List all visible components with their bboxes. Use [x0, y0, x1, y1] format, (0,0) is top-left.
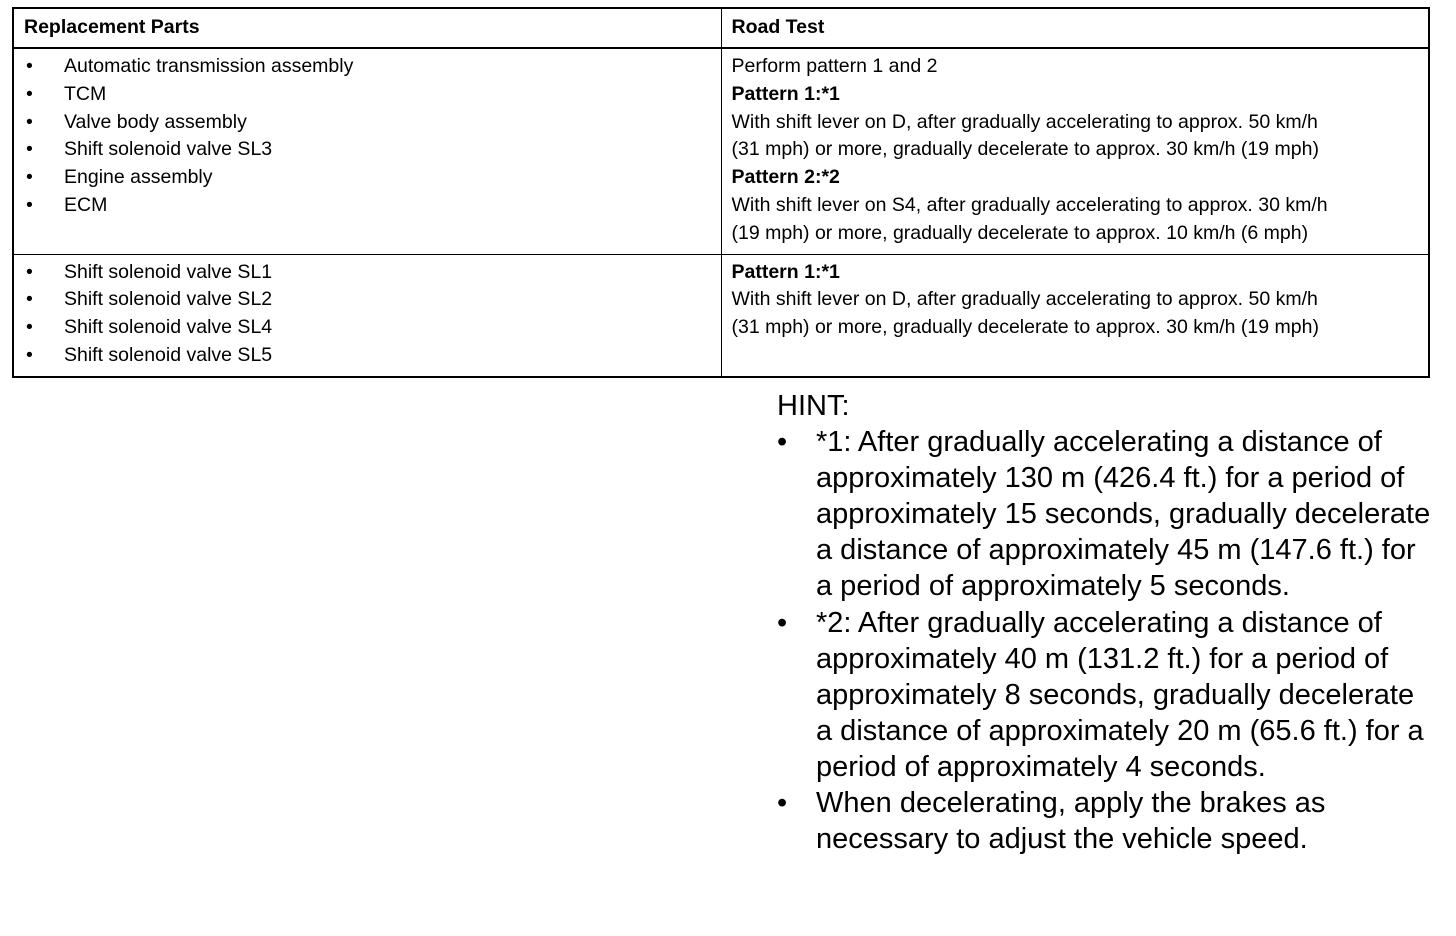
table-header-row [13, 8, 1429, 48]
header-road-test: Road Test [721, 8, 1429, 48]
replacement-parts-table [12, 7, 1430, 378]
part-name: Shift solenoid valve SL4 [64, 316, 273, 339]
bullet-icon: • [777, 426, 788, 459]
hint-section [777, 388, 1437, 857]
bullet-icon: • [26, 110, 33, 133]
hint-list [777, 424, 1437, 857]
part-name: Engine assembly [64, 166, 213, 189]
parts-list [24, 259, 711, 370]
bullet-icon: • [26, 138, 33, 161]
part-name: Shift solenoid valve SL2 [64, 288, 273, 311]
road-test-line: With shift lever on D, after gradually accelerating to approx. 50 km/h [731, 288, 1318, 311]
bullet-icon: • [26, 193, 33, 216]
road-test-line: (19 mph) or more, gradually decelerate to approx. 10 km/h (6 mph) [731, 221, 1309, 244]
parts-cell [13, 254, 721, 377]
parts-list [24, 53, 711, 220]
part-name: Shift solenoid valve SL1 [64, 260, 273, 283]
list-item [24, 314, 711, 342]
pattern-heading: Pattern 1:*1 [731, 260, 840, 283]
road-test-cell [721, 48, 1429, 254]
bullet-icon: • [26, 166, 33, 189]
part-name: TCM [64, 82, 107, 105]
bullet-icon: • [26, 343, 33, 366]
list-item [24, 53, 711, 81]
bullet-icon: • [26, 55, 33, 77]
road-test-line: (31 mph) or more, gradually decelerate to approx. 30 km/h (19 mph) [731, 316, 1319, 339]
bullet-icon: • [26, 288, 33, 311]
header-replacement-parts: Replacement Parts [13, 8, 721, 48]
bullet-icon: • [26, 316, 33, 339]
part-name: Automatic transmission assembly [64, 55, 354, 77]
list-item [24, 164, 711, 192]
road-test-line: (31 mph) or more, gradually decelerate to approx. 30 km/h (19 mph) [731, 138, 1319, 161]
list-item [24, 192, 711, 220]
road-test-line: With shift lever on S4, after gradually accelerating to approx. 30 km/h [731, 193, 1328, 216]
hint-title: HINT: [777, 390, 850, 422]
part-name: Shift solenoid valve SL3 [64, 138, 273, 161]
bullet-icon: • [777, 606, 788, 639]
list-item [24, 81, 711, 109]
list-item [24, 342, 711, 370]
list-item [24, 109, 711, 137]
parts-cell [13, 48, 721, 254]
pattern-heading: Pattern 1:*1 [731, 82, 840, 105]
bullet-icon: • [777, 787, 788, 820]
part-name: Valve body assembly [64, 110, 247, 133]
road-test-line: With shift lever on D, after gradually accelerating to approx. 50 km/h [731, 110, 1318, 133]
hint-text: When decelerating, apply the brakes as necessary to adjust the vehicle speed. [816, 787, 1326, 856]
part-name: ECM [64, 193, 108, 216]
bullet-icon: • [26, 260, 33, 283]
list-item [24, 259, 711, 287]
list-item [24, 286, 711, 314]
bullet-icon: • [26, 82, 33, 105]
hint-text: *2: After gradually accelerating a distance of approximately 40 m (131.2 ft.) for a period of approximately 8 seconds, gradually decelerate a distance of approximately 20 m (65.6 ft.) for a period of approximately 4 seconds. [816, 606, 1424, 783]
hint-text: *1: After gradually accelerating a distance of approximately 130 m (426.4 ft.) for a period of approximately 15 seconds, gradually decelerate a distance of approximately 45 m (147.6 ft.) for a period of approximately 5 seconds. [816, 426, 1431, 603]
table-row [13, 48, 1429, 254]
part-name: Shift solenoid valve SL5 [64, 343, 273, 366]
list-item [24, 136, 711, 164]
road-test-line: Perform pattern 1 and 2 [731, 55, 938, 77]
list-item [777, 424, 1437, 604]
list-item [777, 605, 1437, 785]
road-test-cell [721, 254, 1429, 377]
table-row [13, 254, 1429, 377]
pattern-heading: Pattern 2:*2 [731, 166, 840, 189]
list-item [777, 785, 1437, 857]
